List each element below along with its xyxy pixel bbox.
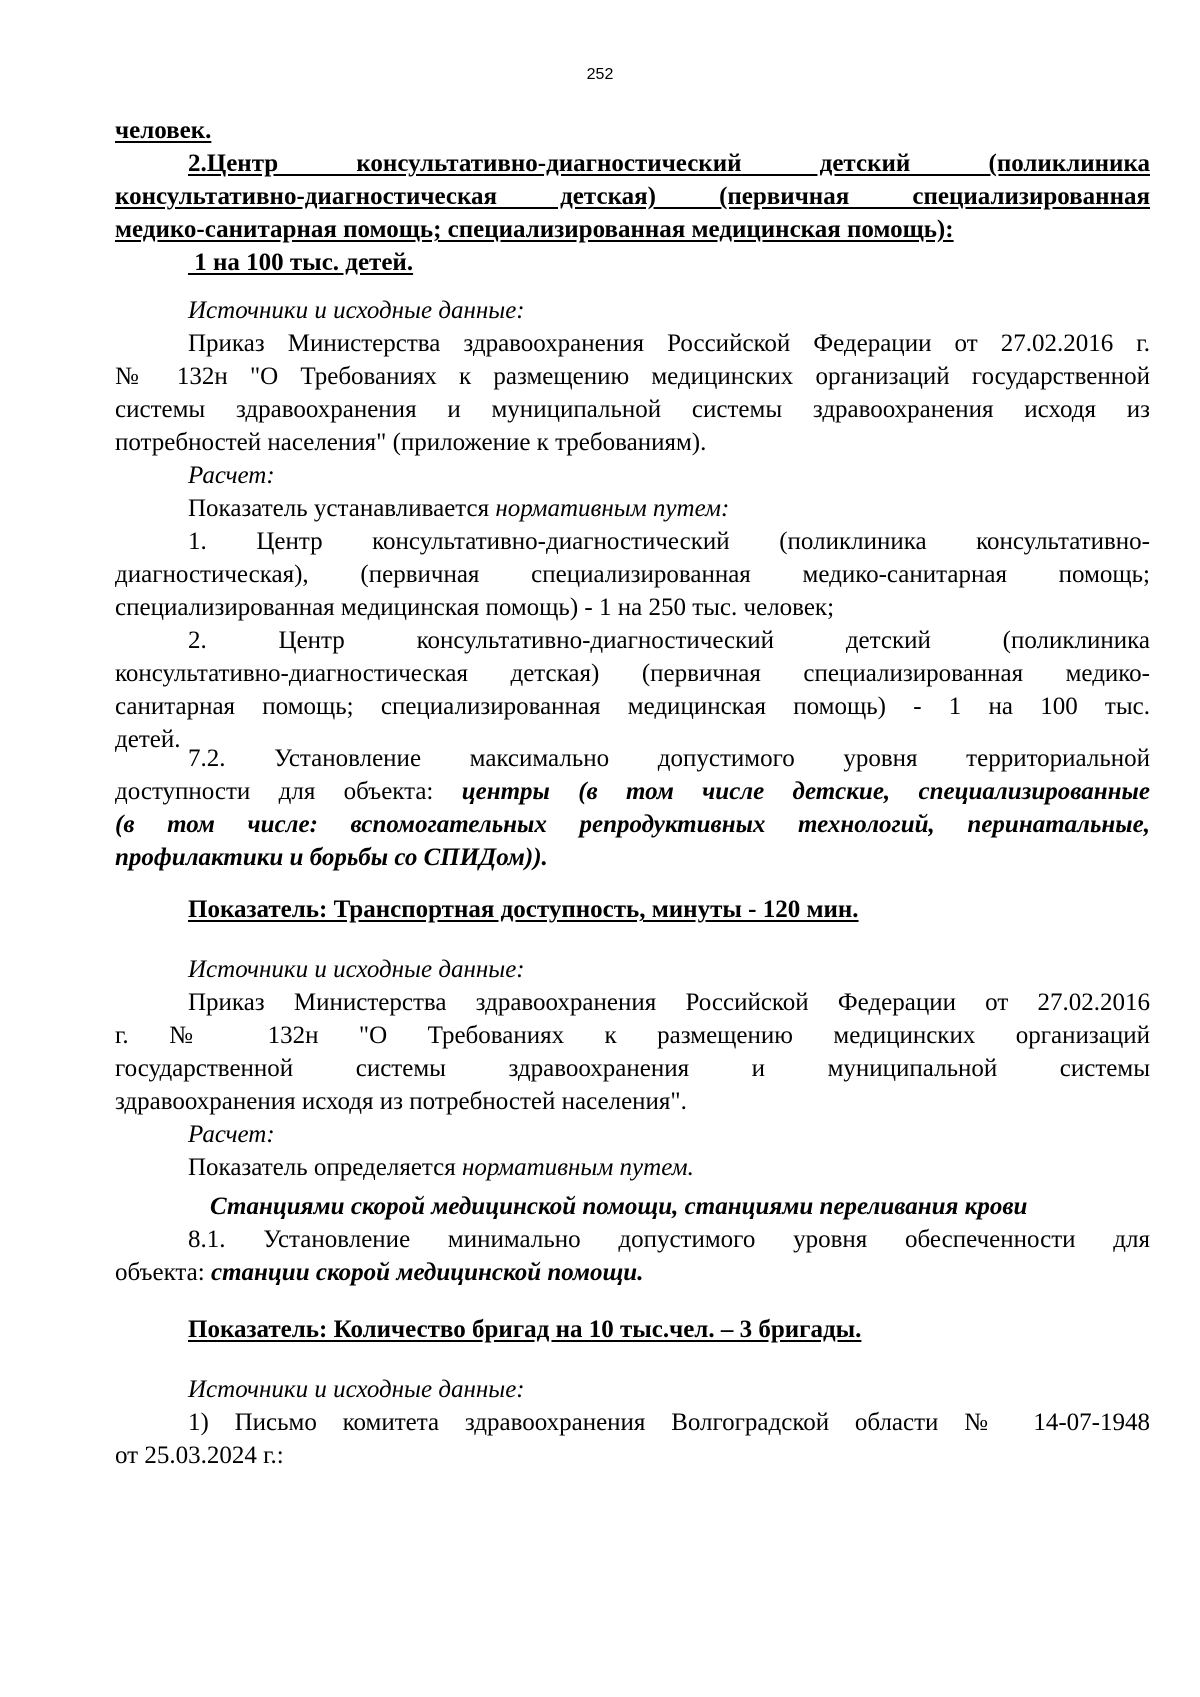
- text-line: г. № 132н "О Требованиях к размещению медицинских организаций: [115, 1022, 1150, 1049]
- text-line: № 132н "О Требованиях к размещению медицинских организаций государственной: [115, 363, 1150, 390]
- text-line: консультативно-диагностическая детская) (первичная специализированная: [115, 183, 1150, 210]
- text-line: [115, 246, 1150, 279]
- indicator-heading: Показатель: Количество бригад на 10 тыс.чел. – 3 бригады.: [188, 1316, 862, 1343]
- text-line: профилактики и борьбы со СПИДом)).: [115, 844, 548, 871]
- text-line: (в том числе: вспомогательных репродуктивных технологий, перинатальные,: [115, 811, 1150, 838]
- section-heading: Станциями скорой медицинской помощи, станциями переливания крови: [210, 1193, 1028, 1220]
- section-brigades: [115, 1313, 1150, 1346]
- text-line: консультативно-диагностическая детская) (первичная специализированная медико-: [115, 660, 1150, 687]
- section-sources-3: [115, 1373, 1150, 1472]
- text-line: детей.: [115, 726, 181, 753]
- list-item: 1. Центр консультативно-диагностический (поликлиника консультативно-: [188, 528, 1150, 555]
- section-children-center: [115, 114, 1150, 279]
- list-item: 2. Центр консультативно-диагностический детский (поликлиника: [188, 627, 1150, 654]
- text-fragment: доступности для объекта:: [115, 778, 462, 805]
- section-7-2: [115, 742, 1150, 874]
- text-line: человек.: [115, 117, 212, 144]
- text-line: Приказ Министерства здравоохранения Российской Федерации от 27.02.2016 г.: [188, 330, 1150, 357]
- text-line: [115, 492, 1150, 525]
- text-line: государственной системы здравоохранения и муниципальной системы: [115, 1055, 1150, 1082]
- text-line: диагностическая), (первичная специализированная медико-санитарная помощь;: [115, 561, 1150, 588]
- calc-heading: Расчет:: [188, 1121, 275, 1148]
- text-line: здравоохранения исходя из потребностей населения".: [115, 1088, 687, 1115]
- norm-value: 1 на 100 тыс. детей.: [188, 249, 414, 276]
- text-line: [115, 1256, 1150, 1289]
- text-line: медико-санитарная помощь; специализированная медицинская помощь):: [115, 216, 954, 243]
- text-line: 2.Центр консультативно-диагностический детский (поликлиника: [188, 150, 1150, 177]
- text-fragment: центры (в том числе детские, специализированные: [461, 778, 1150, 805]
- text-line: 7.2. Установление максимально допустимого уровня территориальной: [188, 745, 1150, 772]
- text-line: потребностей населения" (приложение к требованиям).: [115, 429, 707, 456]
- text-line: специализированная медицинская помощь) - 1 на 250 тыс. человек;: [115, 594, 835, 621]
- calc-heading: Расчет:: [188, 462, 275, 489]
- text-fragment: нормативным путем.: [462, 1154, 694, 1181]
- text-line: системы здравоохранения и муниципальной системы здравоохранения исходя из: [115, 396, 1150, 423]
- text-line: 8.1. Установление минимально допустимого уровня обеспеченности для: [188, 1226, 1150, 1253]
- text-fragment: Показатель определяется: [188, 1154, 462, 1181]
- text-line: [115, 775, 1150, 808]
- section-ambulance: [115, 1190, 1150, 1289]
- text-line: санитарная помощь; специализированная медицинская помощь) - 1 на 100 тыс.: [115, 693, 1150, 720]
- section-sources-2: [115, 953, 1150, 1184]
- text-fragment: станции скорой медицинской помощи.: [210, 1259, 644, 1286]
- text-fragment: нормативным путем:: [495, 495, 730, 522]
- indicator-heading: Показатель: Транспортная доступность, минуты - 120 мин.: [188, 896, 859, 923]
- section-sources-1: [115, 294, 1150, 756]
- text-line: 1) Письмо комитета здравоохранения Волгоградской области № 14-07-1948: [188, 1409, 1150, 1436]
- sources-heading: Источники и исходные данные:: [188, 1376, 525, 1403]
- section-transport: [115, 893, 1150, 926]
- text-fragment: объекта:: [115, 1259, 211, 1286]
- page-number: 252: [586, 66, 614, 83]
- text-line: Приказ Министерства здравоохранения Российской Федерации от 27.02.2016: [188, 989, 1150, 1016]
- text-fragment: Показатель устанавливается: [188, 495, 496, 522]
- sources-heading: Источники и исходные данные:: [188, 297, 525, 324]
- sources-heading: Источники и исходные данные:: [188, 956, 525, 983]
- text-line: от 25.03.2024 г.:: [115, 1442, 284, 1469]
- text-line: [115, 1151, 1150, 1184]
